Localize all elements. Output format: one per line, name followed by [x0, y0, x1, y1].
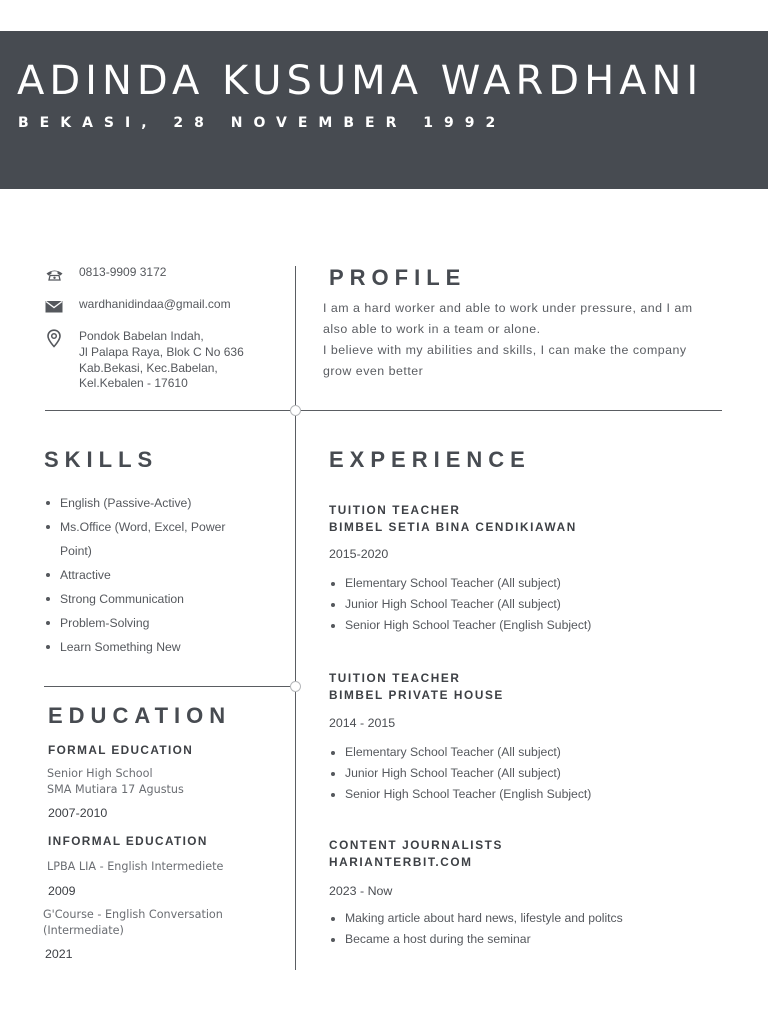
address-line-4: Kel.Kebalen - 17610 — [79, 376, 188, 390]
job-duties-list — [329, 908, 623, 950]
job-duty-item: Junior High School Teacher (All subject) — [329, 763, 591, 784]
job-company: BIMBEL PRIVATE HOUSE — [329, 688, 504, 702]
address-line-1: Pondok Babelan Indah, — [79, 329, 204, 343]
skill-item: Learn Something New — [44, 635, 225, 659]
job-duty-item: Senior High School Teacher (English Subject) — [329, 615, 591, 636]
job-role: CONTENT JOURNALISTS — [329, 838, 503, 852]
divider-node-top — [290, 405, 301, 416]
formal-education-year: 2007-2010 — [48, 806, 108, 820]
address-line-2: Jl Palapa Raya, Blok C No 636 — [79, 345, 244, 359]
skill-item: Strong Communication — [44, 587, 225, 611]
profile-text — [323, 298, 723, 382]
informal-course: LPBA LIA - English Intermediete — [47, 860, 224, 873]
skill-item-text: Ms.Office (Word, Excel, Power — [60, 520, 226, 534]
skills-list — [44, 491, 225, 659]
informal-course: G'Course - English Conversation — [43, 908, 223, 921]
full-name: ADINDA KUSUMA WARDHANI — [17, 58, 704, 104]
skill-item — [44, 515, 225, 563]
informal-course-year: 2021 — [45, 947, 73, 961]
formal-school-level: Senior High School — [47, 767, 153, 780]
job-duty-item: Senior High School Teacher (English Subject) — [329, 784, 591, 805]
email-address: wardhanidindaa@gmail.com — [79, 297, 231, 311]
informal-education-heading: INFORMAL EDUCATION — [48, 834, 208, 848]
profile-line: I believe with my abilities and skills, I can make the company — [323, 343, 687, 357]
job-role: TUITION TEACHER — [329, 503, 461, 517]
job-duty-item: Elementary School Teacher (All subject) — [329, 573, 591, 594]
informal-course-year: 2009 — [48, 884, 76, 898]
job-period: 2014 - 2015 — [329, 716, 396, 730]
job-duty-item: Junior High School Teacher (All subject) — [329, 594, 591, 615]
job-duty-item: Became a host during the seminar — [329, 929, 623, 950]
vertical-divider — [295, 266, 296, 970]
job-duties-list — [329, 573, 591, 636]
divider-node-education — [290, 681, 301, 692]
phone-icon — [44, 265, 64, 283]
phone-number: 0813-9909 3172 — [79, 265, 167, 279]
job-duties-list — [329, 742, 591, 805]
formal-education-heading: FORMAL EDUCATION — [48, 743, 194, 757]
education-heading: EDUCATION — [48, 703, 232, 728]
profile-line: I am a hard worker and able to work under pressure, and I am — [323, 301, 693, 315]
job-period: 2023 - Now — [329, 884, 393, 898]
skill-item: English (Passive-Active) — [44, 491, 225, 515]
header-band — [0, 31, 768, 189]
job-company: HARIANTERBIT.COM — [329, 855, 473, 869]
job-company: BIMBEL SETIA BINA CENDIKIAWAN — [329, 520, 577, 534]
experience-heading: EXPERIENCE — [329, 447, 531, 472]
job-duty-item: Making article about hard news, lifestyle and politcs — [329, 908, 623, 929]
mail-icon — [44, 297, 64, 315]
horizontal-divider-education — [44, 686, 296, 687]
profile-heading: PROFILE — [329, 265, 467, 290]
skill-item-text-continued: Point) — [60, 544, 92, 558]
informal-course-level: (Intermediate) — [43, 924, 124, 937]
birth-place-date: BEKASI, 28 NOVEMBER 1992 — [18, 115, 507, 131]
job-role: TUITION TEACHER — [329, 671, 461, 685]
profile-line: also able to work in a team or alone. — [323, 322, 541, 336]
job-period: 2015-2020 — [329, 547, 389, 561]
horizontal-divider-top — [45, 410, 722, 411]
formal-school-name: SMA Mutiara 17 Agustus — [47, 783, 184, 796]
skill-item: Attractive — [44, 563, 225, 587]
location-pin-icon — [44, 329, 64, 347]
skill-item: Problem-Solving — [44, 611, 225, 635]
profile-line: grow even better — [323, 364, 424, 378]
address-line-3: Kab.Bekasi, Kec.Babelan, — [79, 361, 218, 375]
job-duty-item: Elementary School Teacher (All subject) — [329, 742, 591, 763]
skills-heading: SKILLS — [44, 447, 159, 472]
